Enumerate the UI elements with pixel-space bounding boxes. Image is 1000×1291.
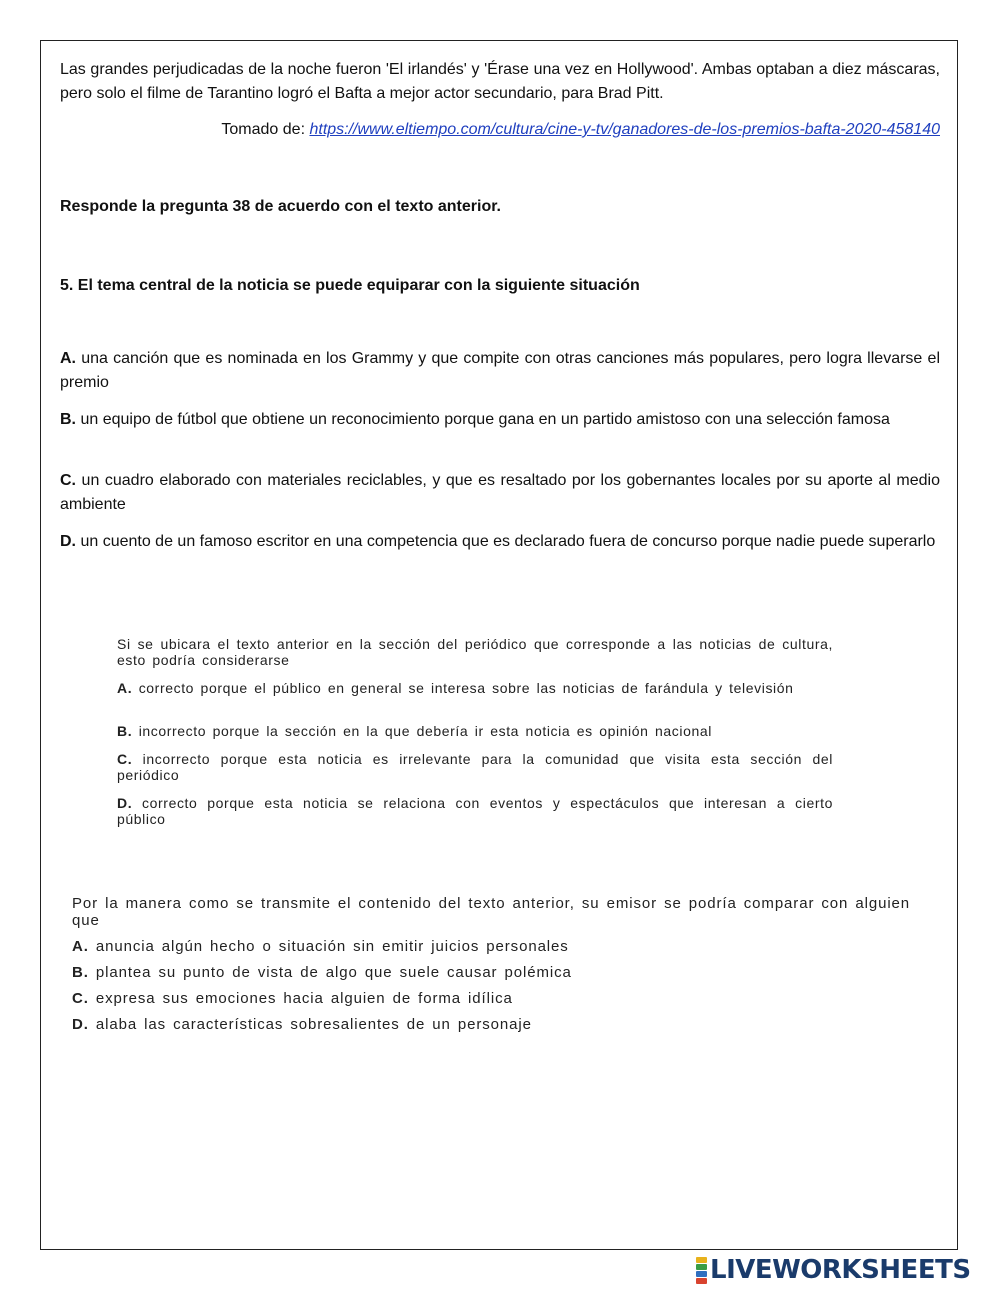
q5-option-b[interactable] <box>60 408 940 432</box>
section-option-d[interactable] <box>117 795 833 827</box>
option-text: un equipo de fútbol que obtiene un reconocimiento porque gana en un partido amistoso con una selección famosa <box>76 411 890 428</box>
option-text: incorrecto porque esta noticia es irrelevante para la comunidad que visita esta sección del periódico <box>117 751 833 783</box>
q5-option-a[interactable] <box>60 347 940 395</box>
option-letter: C. <box>60 472 76 489</box>
emisor-option-b[interactable] <box>72 964 922 981</box>
option-text: anuncia algún hecho o situación sin emitir juicios personales <box>88 938 569 955</box>
question-5-prompt: 5. El tema central de la noticia se puede equiparar con la siguiente situación <box>60 277 640 294</box>
option-text: una canción que es nominada en los Grammy y que compite con otras canciones más populares, pero logra llevarse el premio <box>60 350 940 391</box>
section-option-c[interactable] <box>117 751 833 783</box>
option-letter: A. <box>72 938 89 955</box>
option-text: correcto porque esta noticia se relaciona con eventos y espectáculos que interesan a cierto público <box>117 795 833 827</box>
option-letter: D. <box>60 533 76 550</box>
article-paragraph: Las grandes perjudicadas de la noche fueron 'El irlandés' y 'Érase una vez en Hollywood'. Ambas optaban a diez máscaras, pero solo el filme de Tarantino logró el Bafta a mejor actor secundario, para Brad Pitt. <box>60 61 940 102</box>
option-text: alaba las características sobresalientes de un personaje <box>88 1016 532 1033</box>
q5-option-c[interactable] <box>60 469 940 517</box>
option-letter: B. <box>60 411 76 428</box>
emisor-question-prompt: Por la manera como se transmite el contenido del texto anterior, su emisor se podría comparar con alguien que <box>72 895 911 929</box>
option-letter: A. <box>117 680 133 696</box>
option-letter: A. <box>60 350 76 367</box>
logo-block-icon <box>696 1271 707 1277</box>
option-text: un cuadro elaborado con materiales reciclables, y que es resaltado por los gobernantes locales por su aporte al medio ambiente <box>60 472 940 513</box>
emisor-option-d[interactable] <box>72 1016 922 1033</box>
q5-option-d[interactable] <box>60 530 940 554</box>
logo-block-icon <box>696 1278 707 1284</box>
emisor-option-a[interactable] <box>72 938 922 955</box>
option-letter: C. <box>117 751 133 767</box>
source-label: Tomado de: <box>221 121 310 138</box>
source-line <box>60 118 940 142</box>
section-option-a[interactable] <box>117 680 833 696</box>
option-letter: D. <box>117 795 133 811</box>
liveworksheets-logo[interactable] <box>696 1256 971 1284</box>
logo-block-icon <box>696 1257 707 1263</box>
option-letter: D. <box>72 1016 89 1033</box>
section-question-prompt: Si se ubicara el texto anterior en la sección del periódico que corresponde a las noticias de cultura, esto podría considerarse <box>117 636 833 668</box>
logo-blocks-icon <box>696 1257 707 1284</box>
emisor-option-c[interactable] <box>72 990 922 1007</box>
section-option-b[interactable] <box>117 723 833 739</box>
logo-text: LIVEWORKSHEETS <box>710 1255 971 1285</box>
option-text: un cuento de un famoso escritor en una competencia que es declarado fuera de concurso porque nadie puede superarlo <box>76 533 936 550</box>
option-text: incorrecto porque la sección en la que debería ir esta noticia es opinión nacional <box>132 723 712 739</box>
option-letter: B. <box>117 723 133 739</box>
option-letter: C. <box>72 990 89 1007</box>
option-letter: B. <box>72 964 89 981</box>
instruction: Responde la pregunta 38 de acuerdo con el texto anterior. <box>60 198 501 215</box>
logo-block-icon <box>696 1264 707 1270</box>
option-text: expresa sus emociones hacia alguien de forma idílica <box>88 990 513 1007</box>
option-text: plantea su punto de vista de algo que suele causar polémica <box>88 964 572 981</box>
option-text: correcto porque el público en general se interesa sobre las noticias de farándula y televisión <box>132 680 794 696</box>
source-link[interactable]: https://www.eltiempo.com/cultura/cine-y-tv/ganadores-de-los-premios-bafta-2020-458140 <box>309 121 940 138</box>
